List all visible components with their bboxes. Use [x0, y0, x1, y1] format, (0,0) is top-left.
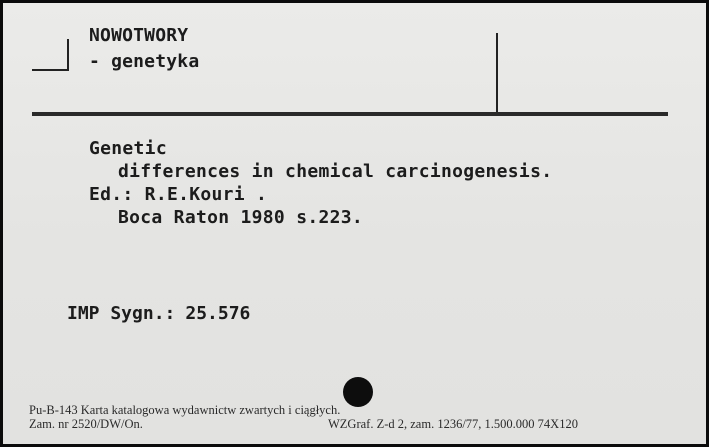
bibliographic-entry [89, 137, 552, 229]
shelf-signature [67, 302, 250, 326]
subject-heading-main: NOWOTWORY [89, 25, 189, 46]
punch-hole [343, 377, 373, 407]
catalog-card [3, 3, 706, 444]
footer-order-number: Zam. nr 2520/DW/On. [29, 417, 143, 431]
signature-label: IMP Sygn.: [67, 303, 176, 324]
vertical-divider [496, 33, 498, 114]
entry-title-line2: differences in chemical carcinogenesis. [118, 161, 553, 182]
footer-line1: Pu-B-143 Karta katalogowa wydawnictw zwartych i ciągłych. [29, 403, 341, 417]
footer-line2 [29, 417, 578, 431]
horizontal-divider [32, 112, 668, 116]
corner-bracket [32, 39, 69, 71]
subject-heading-sub: - genetyka [89, 51, 200, 72]
entry-title-line1: Genetic [89, 138, 167, 159]
entry-publication: Boca Raton 1980 s.223. [118, 207, 364, 228]
subject-heading [89, 24, 199, 76]
footer-print-info: WZGraf. Z-d 2, zam. 1236/77, 1.500.000 74X120 [328, 417, 578, 431]
signature-value: 25.576 [185, 303, 251, 324]
entry-editor: Ed.: R.E.Kouri . [89, 184, 268, 205]
